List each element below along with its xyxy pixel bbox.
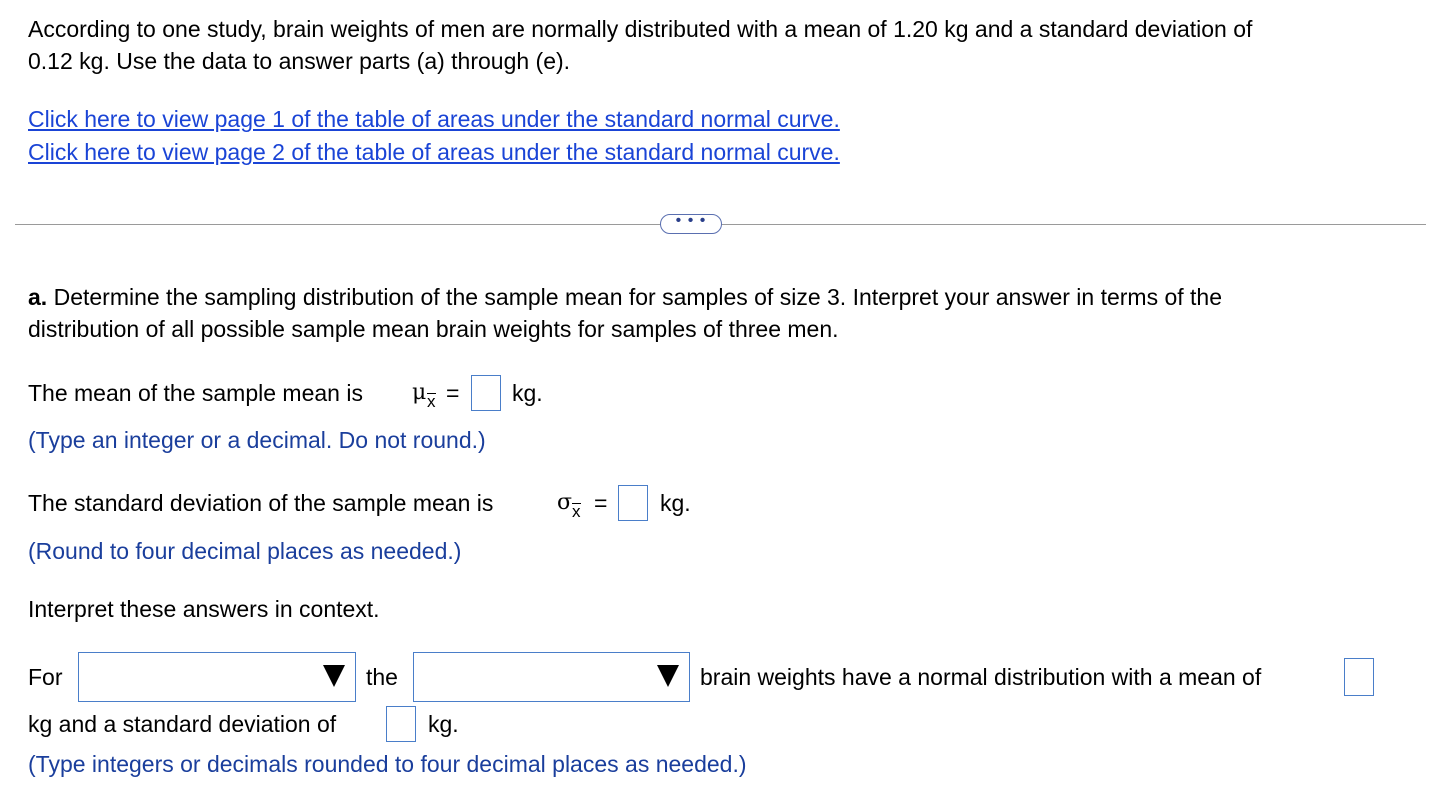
interpret-prompt: Interpret these answers in context. — [28, 596, 380, 622]
part-a-label: a. — [28, 284, 48, 310]
problem-intro — [28, 13, 1252, 77]
mean-hint: (Type an integer or a decimal. Do not round.) — [28, 427, 486, 453]
table-page-2-link[interactable]: Click here to view page 2 of the table of areas under the standard normal curve. — [28, 139, 840, 165]
mean-unit: kg. — [512, 380, 543, 406]
mean-answer-input[interactable] — [471, 375, 501, 411]
interpret-mean-input[interactable] — [1344, 658, 1374, 696]
mu-symbol: μ — [412, 380, 427, 405]
mean-prompt: The mean of the sample mean is — [28, 380, 363, 406]
table-page-1-link[interactable]: Click here to view page 1 of the table of areas under the standard normal curve. — [28, 106, 840, 132]
intro-line-2: 0.12 kg. Use the data to answer parts (a) through (e). — [28, 48, 571, 74]
xbar-subscript-sd: x — [572, 502, 581, 521]
more-options-button[interactable]: • • • — [660, 214, 722, 234]
part-a-question — [28, 281, 1222, 345]
intro-line-1: According to one study, brain weights of men are normally distributed with a mean of 1.20 kg and a standard deviation of — [28, 16, 1253, 42]
sample-size-dropdown[interactable] — [78, 652, 356, 702]
part-a-text-line-2: distribution of all possible sample mean brain weights for samples of three men. — [28, 316, 839, 342]
sd-answer-input[interactable] — [618, 485, 648, 521]
the-label: the — [366, 664, 398, 690]
xbar-subscript: x — [427, 392, 436, 411]
dropdown-arrow-icon — [657, 665, 679, 687]
sd-equals: = — [594, 490, 608, 516]
sigma-symbol: σ — [557, 490, 573, 515]
distribution-type-dropdown[interactable] — [413, 652, 690, 702]
sd-unit: kg. — [660, 490, 691, 516]
part-a-text-line-1: Determine the sampling distribution of the sample mean for samples of size 3. Interpret your answer in terms of the — [47, 284, 1223, 310]
interpret-line-2: kg and a standard deviation of — [28, 711, 337, 737]
sd-hint: (Round to four decimal places as needed.) — [28, 538, 462, 564]
dropdown-arrow-icon — [323, 665, 345, 687]
interpret-hint: (Type integers or decimals rounded to four decimal places as needed.) — [28, 751, 747, 777]
for-label: For — [28, 664, 63, 690]
interpret-tail-text: brain weights have a normal distribution with a mean of — [700, 664, 1262, 690]
mean-equals: = — [446, 380, 460, 406]
interpret-sd-unit: kg. — [428, 711, 459, 737]
interpret-sd-input[interactable] — [386, 706, 416, 742]
sd-prompt: The standard deviation of the sample mean is — [28, 490, 494, 516]
